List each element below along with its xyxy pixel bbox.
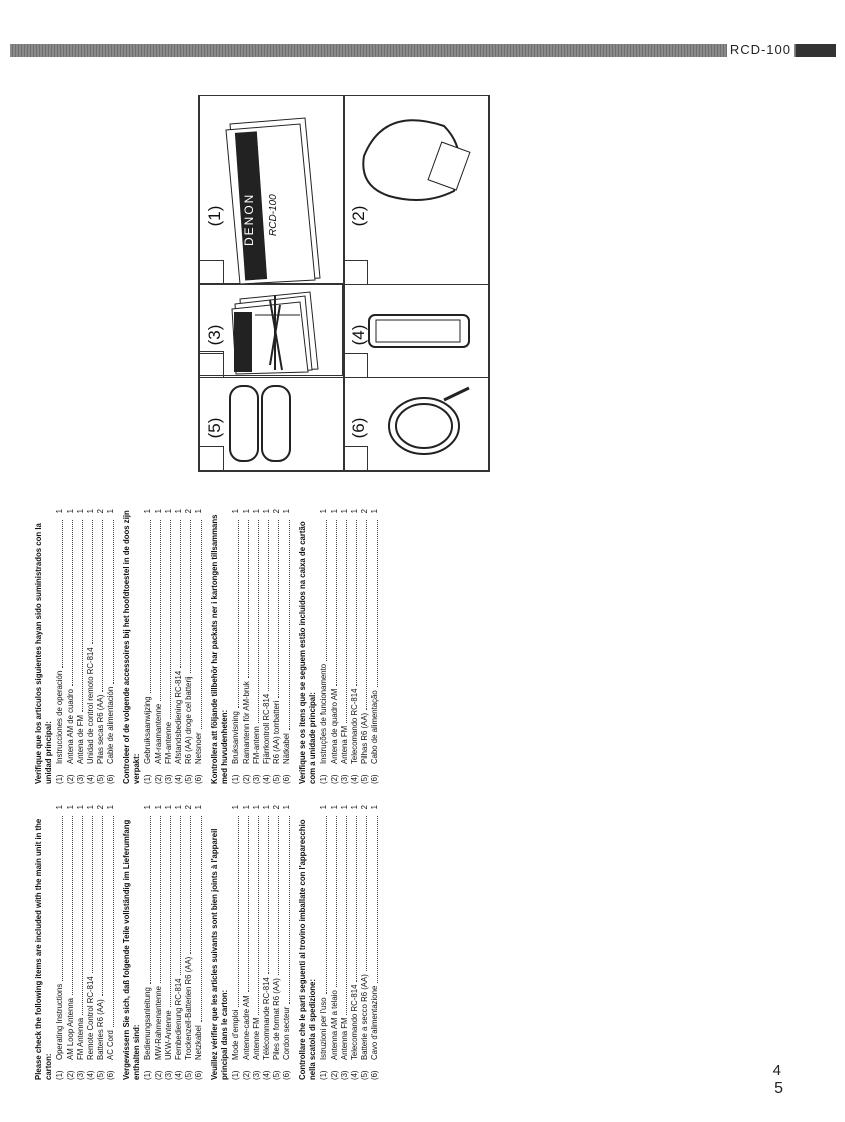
- section-intro: Verifique se os itens que se seguem estão incluidos na caixa de cartão com a unidade principal:: [298, 521, 318, 784]
- item-list: [55, 805, 116, 1080]
- accessory-figures: [198, 95, 490, 472]
- list-item: (5) Batteries R6 (AA) 2: [96, 805, 106, 1080]
- list-item: (2) AM Loop Antenna 1: [65, 805, 75, 1080]
- page-number-right: 5: [774, 1080, 783, 1097]
- item-list: [231, 509, 292, 784]
- figure-manual-full: [199, 95, 345, 285]
- section-intro: Controleer of de volgende accessoires bij het hoofdtoestel in de doos zijn verpakt:: [122, 510, 142, 784]
- page-number-left: 4: [772, 1062, 781, 1079]
- section-nl: [122, 509, 205, 784]
- section-intro: Kontrollera att följande tillbehör har packats ner i kartongen tillsammans med huvudenheten:: [210, 514, 230, 784]
- list-item: (4) Fernbedienung RC-814 1: [174, 805, 184, 1080]
- list-item: (6) Netzkabel 1: [194, 805, 204, 1080]
- figure-label: (5): [205, 417, 224, 439]
- list-item: (2) MW-Rahmenantenne 1: [153, 805, 163, 1080]
- figure-batteries: [199, 377, 345, 471]
- list-item: (2) Ramantenn för AM-bruk 1: [241, 509, 251, 784]
- list-item: (3) Antenne FM 1: [251, 805, 261, 1080]
- list-item: (1) Mode d'emploi 1: [231, 805, 241, 1080]
- list-item: (6) Cavo d'alimentazione 1: [370, 805, 380, 1080]
- item-list: [143, 509, 204, 784]
- figure-fm-antenna: [199, 284, 345, 378]
- list-item: (5) Pilas secas R6 (AA) 2: [96, 509, 106, 784]
- header-band: [10, 44, 836, 57]
- header-band-end: [796, 44, 836, 57]
- section-it: [298, 805, 381, 1080]
- list-item: (2) Antenne-cadre AM 1: [241, 805, 251, 1080]
- figure-ac-cord: [343, 377, 489, 471]
- list-item: (3) FM-antenn 1: [251, 509, 261, 784]
- figure-am-loop-antenna: [343, 95, 489, 285]
- list-item: (3) FM-antenne 1: [163, 509, 173, 784]
- am-loop-antenna-icon: [344, 96, 490, 286]
- section-fr: [210, 805, 293, 1080]
- figure-label: (2): [349, 205, 368, 227]
- list-item: (3) Antena FM 1: [339, 509, 349, 784]
- section-pt: [298, 509, 381, 784]
- section-en: [34, 805, 117, 1080]
- list-item: (4) Telecomando RC-814 1: [350, 509, 360, 784]
- section-intro: Controllare che le parti seguenti al trovino imballate con l'apparecchio nella scatola di spedizione:: [298, 819, 318, 1080]
- list-item: (1) Istruzioni per l'uso 1: [319, 805, 329, 1080]
- list-item: (4) Telecomando RC-814 1: [350, 805, 360, 1080]
- list-item: (2) Antenna AM a telaio 1: [329, 805, 339, 1080]
- list-item: (1) Gebruiksaanwijzing 1: [143, 509, 153, 784]
- list-item: (1) Instrucciones de operación 1: [55, 509, 65, 784]
- figure-remote-control: [343, 284, 489, 378]
- list-item: (5) Piles de format R6 (AA) 2: [272, 805, 282, 1080]
- list-item: (5) R6 (AA) droge cel batterij 2: [184, 509, 194, 784]
- list-item: (6) Cable de alimentación 1: [106, 509, 116, 784]
- section-intro: Please check the following items are included with the main unit in the carton:: [34, 818, 54, 1080]
- section-sv: [210, 509, 293, 784]
- item-list: [55, 509, 116, 784]
- list-item: (3) FM Antenna 1: [75, 805, 85, 1080]
- list-item: (4) Télécommande RC-814 1: [262, 805, 272, 1080]
- item-list: [319, 509, 380, 784]
- section-es: [34, 509, 117, 784]
- list-item: (1) Bedienungsanleitung 1: [143, 805, 153, 1080]
- section-intro: Veuillez vérifier que les articles suivants sont bien joints à l'appareil principal dans le carton:: [210, 828, 230, 1080]
- list-item: (6) AC Cord 1: [106, 805, 116, 1080]
- list-item: (3) Antenna FM 1: [339, 805, 349, 1080]
- list-item: (2) Antena AM de cuadro 1: [65, 509, 75, 784]
- list-item: (2) AM-raamantenne 1: [153, 509, 163, 784]
- list-item: (4) Remote Control RC-814 1: [86, 805, 96, 1080]
- list-item: (3) Antena de FM 1: [75, 509, 85, 784]
- item-list: [143, 805, 204, 1080]
- list-item: (1) Bruksanvisning 1: [231, 509, 241, 784]
- list-item: (5) R6 (AA) torrbatteri 2: [272, 509, 282, 784]
- list-item: (5) Trockenzell-Batterien R6 (AA) 2: [184, 805, 194, 1080]
- list-item: (6) Cabo de alimentação 1: [370, 509, 380, 784]
- model-label: RCD-100: [727, 41, 794, 59]
- figure-label: (3): [205, 324, 224, 346]
- list-item: (5) Pilhas R6 (AA) 2: [360, 509, 370, 784]
- manual-model: RCD-100: [268, 194, 279, 236]
- list-item: (6) Cordon secteur 1: [282, 805, 292, 1080]
- figure-label: (6): [349, 417, 368, 439]
- section-de: [122, 805, 205, 1080]
- list-item: (3) UKW-Antenne 1: [163, 805, 173, 1080]
- list-item: (6) Netsnoer 1: [194, 509, 204, 784]
- item-list: [319, 805, 380, 1080]
- accessory-lists: [34, 496, 380, 1080]
- list-item: (5) Batterie a secco R6 (AA) 2: [360, 805, 370, 1080]
- manual-brand: DENON: [242, 192, 256, 246]
- figure-label: (1): [205, 205, 224, 227]
- list-item: (1) Instruções de funcionamento 1: [319, 509, 329, 784]
- list-item: (4) Unidad de control remoto RC-814 1: [86, 509, 96, 784]
- list-item: (4) Fjärrkontroll RC-814 1: [262, 509, 272, 784]
- section-intro: Vergewissern Sie sich, daß folgende Teile vollständig im Lieferumfang enthalten sind:: [122, 819, 142, 1080]
- section-intro: Verifique que los artículos siguientes hayan sido suministrados con la unidad principal:: [34, 523, 54, 784]
- list-item: (4) Afstandsbediening RC-814 1: [174, 509, 184, 784]
- list-item: (2) Antena de quadro AM 1: [329, 509, 339, 784]
- figure-label: (4): [349, 324, 368, 346]
- list-item: (6) Nätkabel 1: [282, 509, 292, 784]
- list-item: (1) Operating Instructions 1: [55, 805, 65, 1080]
- item-list: [231, 805, 292, 1080]
